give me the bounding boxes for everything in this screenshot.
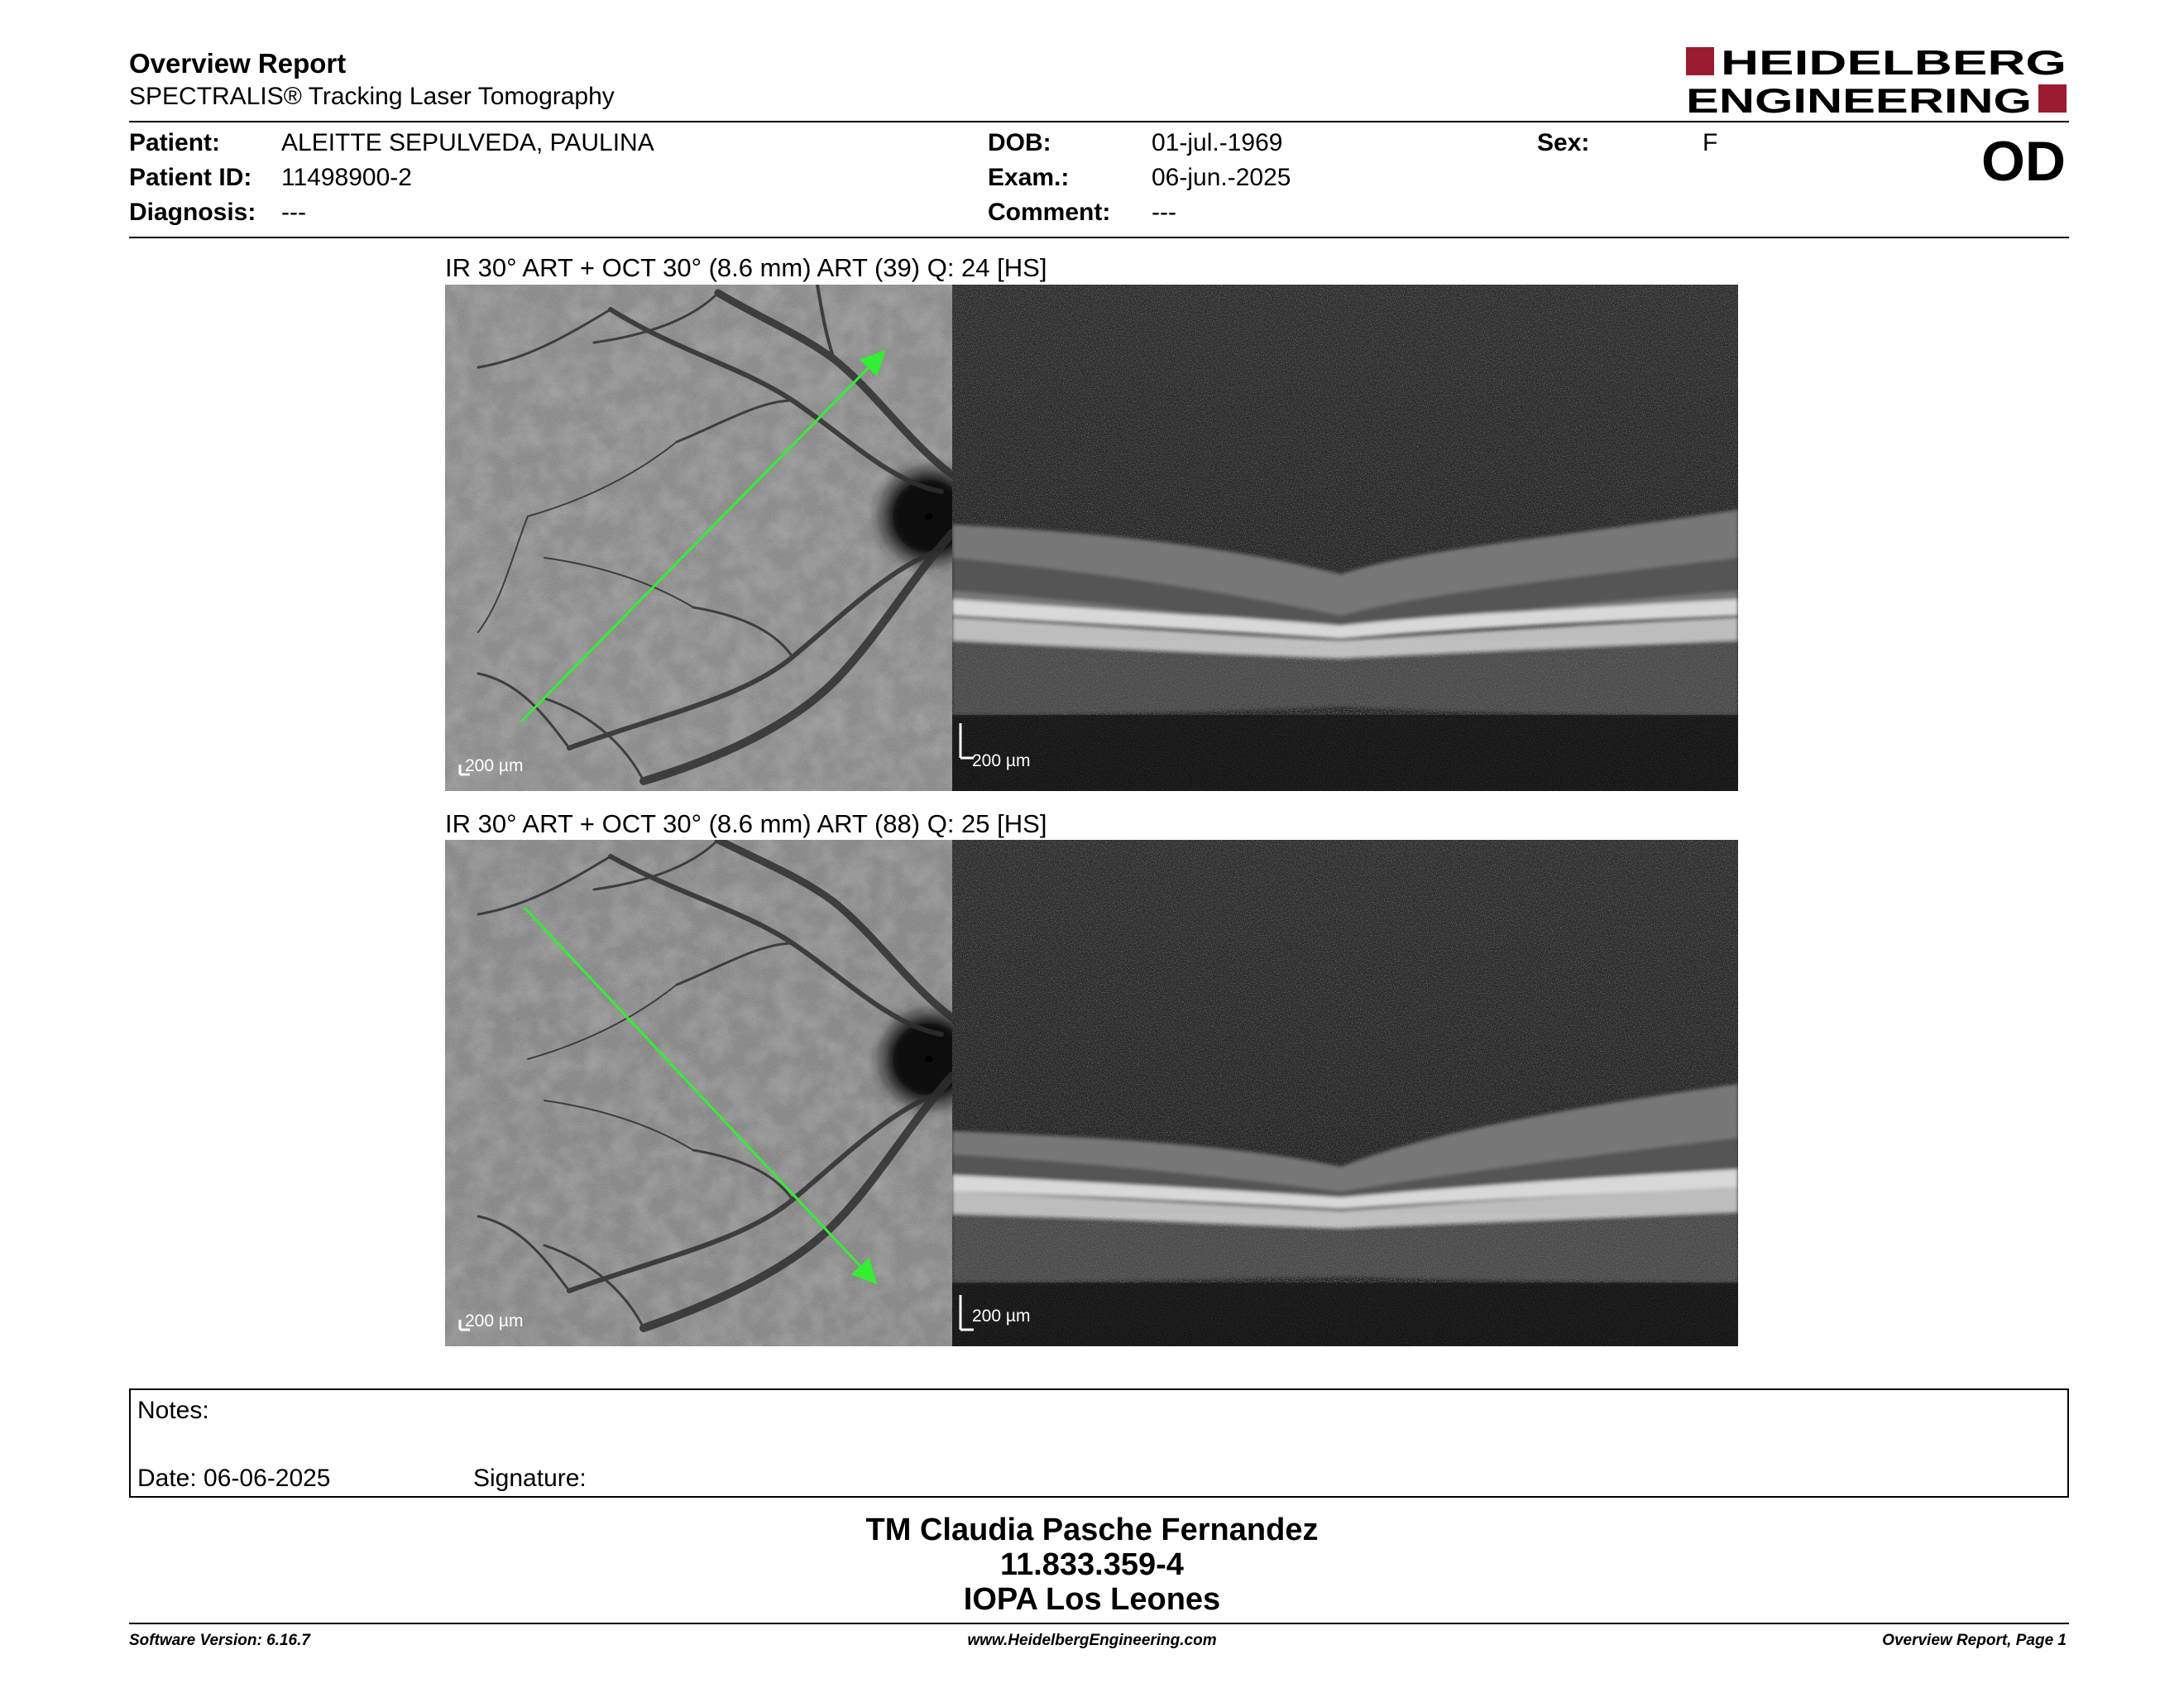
header-divider [129,121,2069,122]
signature-label: Signature: [473,1465,587,1492]
comment-label: Comment: [988,199,1111,226]
comment-value: --- [1152,199,1176,226]
signoff-place: IOPA Los Leones [963,1582,1221,1617]
footer-divider [129,1623,2069,1624]
exam-label: Exam.: [988,164,1070,191]
ir-fundus-image-1 [445,285,952,791]
report-date: Date: 06-06-2025 [137,1465,331,1492]
patient-label: Patient: [129,129,221,156]
scan-row-2 [445,840,1738,1346]
oct-scale-label-1: 200 µm [972,751,1031,770]
signoff-name: TM Claudia Pasche Fernandez [865,1513,1319,1547]
oct-bscan-image-2 [952,840,1738,1346]
scan-title-1: IR 30° ART + OCT 30° (8.6 mm) ART (39) Q: 24 [HS] [445,253,1047,282]
page-indicator: Overview Report, Page 1 [1882,1632,2067,1649]
eye-indicator: OD [1981,130,2066,193]
website-link[interactable]: www.HeidelbergEngineering.com [967,1632,1217,1649]
report-subtitle: SPECTRALIS® Tracking Laser Tomography [129,83,615,110]
patient-name: ALEITTE SEPULVEDA, PAULINA [281,129,654,156]
logo-line1: HEIDELBERG [1721,45,2067,82]
notes-box [129,1388,2069,1498]
scan-title-2: IR 30° ART + OCT 30° (8.6 mm) ART (88) Q: 25 [HS] [445,809,1047,838]
scan-row-1 [445,285,1738,791]
patient-divider [129,237,2069,238]
ir-scale-label-2: 200 µm [465,1312,524,1331]
oct-bscan-image-1 [952,285,1738,791]
software-version: Software Version: 6.16.7 [129,1632,310,1649]
signoff-number: 11.833.359-4 [1000,1547,1184,1582]
heidelberg-engineering-logo [1686,45,2067,116]
report-title: Overview Report [129,48,347,79]
exam-value: 06-jun.-2025 [1152,164,1291,191]
oct-scale-label-2: 200 µm [972,1307,1031,1326]
patient-id-label: Patient ID: [129,164,252,191]
dob-label: DOB: [988,129,1051,156]
diagnosis-value: --- [281,199,306,226]
ir-fundus-image-2 [445,840,952,1346]
sex-label: Sex: [1537,129,1590,156]
dob-value: 01-jul.-1969 [1152,129,1283,156]
notes-label: Notes: [137,1397,209,1424]
diagnosis-label: Diagnosis: [129,199,256,226]
ir-scale-label-1: 200 µm [465,756,524,775]
logo-line2: ENGINEERING [1686,81,2032,116]
patient-id: 11498900-2 [281,164,412,191]
sex-value: F [1703,129,1718,156]
